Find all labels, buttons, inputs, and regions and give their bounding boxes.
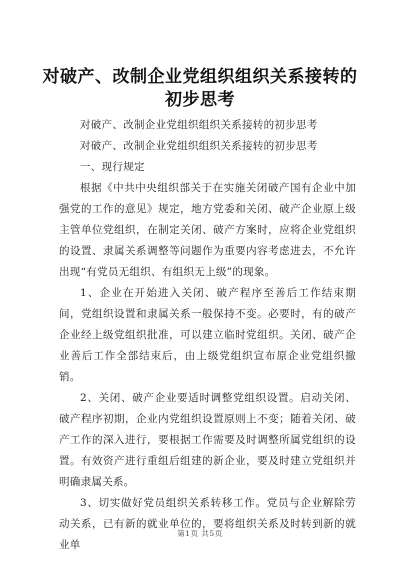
paragraph-subtitle-2: 对破产、改制企业党组织组织关系接转的初步思考 <box>80 140 318 152</box>
document-title: 对破产、改制企业党组织组织关系接转的初步思考 <box>42 67 358 110</box>
page-footer: 第1页 共5页 <box>177 529 223 538</box>
document-body <box>59 115 356 556</box>
paragraph-subtitle-1: 对破产、改制企业党组织组织关系接转的初步思考 <box>80 119 318 131</box>
paragraph-item-1: 1、企业在开始进入关闭、破产程序至善后工作结束期间，党组织设置和隶属关系一般保持不变。必要时，有的破产企业经上级党组织批准，可以建立临时党组织。关闭、破产企业善后工作全部结束后，由上级党组织宣布原企业党组织撤销。 <box>59 287 356 383</box>
section-heading: 一、现行规定 <box>80 161 145 173</box>
paragraph-regulation: 根据《中共中央组织部关于在实施关闭破产国有企业中加强党的工作的意见》规定，地方党委和关闭、破产企业原上级主管单位党组织，在制定关闭、破产方案时，应将企业党组织的设置、隶属关系调整等问题作为重要内容考虑进去，不允许出现“有党员无组织、有组织无上级”的现象。 <box>59 182 356 278</box>
paragraph-item-2: 2、关闭、破产企业要适时调整党组织设置。启动关闭、破产程序初期，企业内党组织设置原则上不变；随着关闭、破产工作的深入进行，要根据工作需要及时调整所属党组织的设置。有效资产进行重组后组建的新企业，要及时建立党组织并明确隶属关系。 <box>59 392 356 488</box>
paragraph-item-3: 3、切实做好党员组织关系转移工作。党员与企业解除劳动关系，已有新的就业单位的，要将组织关系及时转到新的就业单 <box>59 497 356 551</box>
